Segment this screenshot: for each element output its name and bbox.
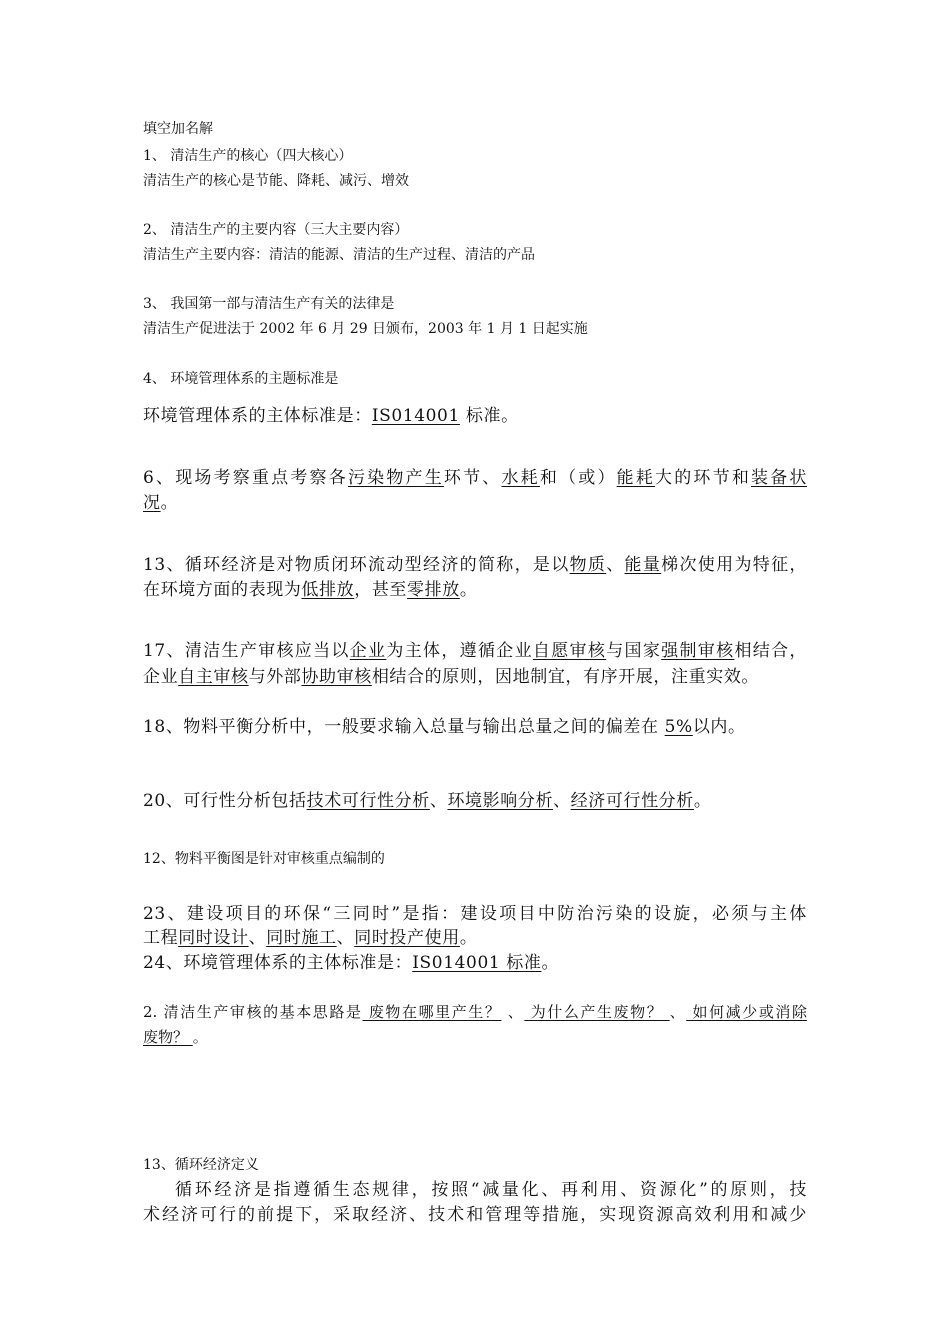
q20-blank-1: 技术可行性分析 <box>306 791 430 811</box>
q23-blank-1: 同时设计 <box>178 928 249 948</box>
q6-blank-4: 装备状 <box>751 468 808 488</box>
q23-blank-3: 同时投产使用 <box>354 928 460 948</box>
q17-blank-4: 自主审核 <box>178 667 249 687</box>
q17-line-1: 17、清洁生产审核应当以企业为主体，遵循企业自愿审核与国家强制审核相结合， <box>143 641 807 661</box>
q13-def-line-1: 循环经济是指遵循生态规律，按照“减量化、再利用、资源化”的原则，技 <box>175 1180 807 1200</box>
doc-title: 填空加名解 <box>143 121 213 137</box>
q6-blank-2: 水耗 <box>501 468 540 488</box>
q2b-line-2: 废物？ 。 <box>143 1028 208 1046</box>
q3-answer: 清洁生产促进法于 2002 年 6 月 29 日颁布，2003 年 1 月 1 日起实施 <box>143 321 588 337</box>
q2-question: 2、 清洁生产的主要内容（三大主要内容） <box>143 222 409 238</box>
q6-line-1: 6、现场考察重点考察各污染物产生环节、水耗和（或）能耗大的环节和装备状 <box>143 468 808 488</box>
q1-question: 1、 清洁生产的核心（四大核心） <box>143 148 353 164</box>
q4-question: 4、 环境管理体系的主题标准是 <box>143 371 339 387</box>
q13-line-2: 在环境方面的表现为低排放，甚至零排放。 <box>143 580 478 600</box>
q2b-line-1: 2. 清洁生产审核的基本思路是 废物在哪里产生？ 、 为什么产生废物？ 、 如何减少或消除 <box>143 1003 807 1021</box>
q13-line-1: 13、循环经济是对物质闭环流动型经济的简称，是以物质、能量梯次使用为特征， <box>143 555 807 575</box>
q2b-blank-3: 如何减少或消除 <box>686 1003 807 1021</box>
q2-answer: 清洁生产主要内容：清洁的能源、清洁的生产过程、清洁的产品 <box>143 247 535 263</box>
q23-blank-2: 同时施工 <box>266 928 337 948</box>
q20-line: 20、可行性分析包括技术可行性分析、环境影响分析、经济可行性分析。 <box>143 791 712 811</box>
q17-blank-5: 协助审核 <box>301 667 372 687</box>
q20-blank-3: 经济可行性分析 <box>570 791 694 811</box>
q24-line: 24、环境管理体系的主体标准是：IS014001 标准。 <box>143 953 560 973</box>
q4-blank: IS014001 <box>371 406 460 426</box>
q18-blank: 5% <box>664 717 693 737</box>
q24-blank: IS014001 标准 <box>412 953 542 973</box>
q2b-blank-4: 废物？ <box>143 1028 193 1046</box>
q20-blank-2: 环境影响分析 <box>447 791 554 811</box>
q13-blank-1: 物质 <box>569 555 607 575</box>
q2b-blank-1: 废物在哪里产生？ <box>362 1003 502 1021</box>
q23-line-2: 工程同时设计、同时施工、同时投产使用。 <box>143 928 478 948</box>
q13-blank-3: 低排放 <box>301 580 355 600</box>
q17-blank-2: 自愿审核 <box>532 641 607 661</box>
q13-blank-4: 零排放 <box>407 580 460 600</box>
q4-answer: 环境管理体系的主体标准是：IS014001 标准。 <box>143 406 519 426</box>
q18-line: 18、物料平衡分析中，一般要求输入总量与输出总量之间的偏差在 5%以内。 <box>143 717 746 737</box>
q17-blank-3: 强制审核 <box>661 641 735 661</box>
q6-blank-5: 况 <box>143 493 161 513</box>
q6-blank-1: 污染物产生 <box>347 468 444 488</box>
q17-line-2: 企业自主审核与外部协助审核相结合的原则，因地制宜，有序开展，注重实效。 <box>143 667 760 687</box>
q1-answer: 清洁生产的核心是节能、降耗、减污、增效 <box>143 173 409 189</box>
q6-blank-3: 能耗 <box>616 468 656 488</box>
q3-question: 3、 我国第一部与清洁生产有关的法律是 <box>143 296 395 312</box>
q13-def-line-2: 术经济可行的前提下，采取经济、技术和管理等措施，实现资源高效利用和减少 <box>143 1205 807 1225</box>
q23-line-1: 23、建设项目的环保“三同时”是指：建设项目中防治污染的设旋，必须与主体 <box>143 904 807 924</box>
q13-def-title: 13、循环经济定义 <box>143 1157 259 1173</box>
q17-blank-1: 企业 <box>349 641 387 661</box>
q12-line: 12、物料平衡图是针对审核重点编制的 <box>143 851 385 867</box>
q2b-blank-2: 为什么产生废物？ <box>524 1003 670 1021</box>
q13-blank-2: 能量 <box>624 555 662 575</box>
q6-line-2: 况。 <box>143 493 179 513</box>
